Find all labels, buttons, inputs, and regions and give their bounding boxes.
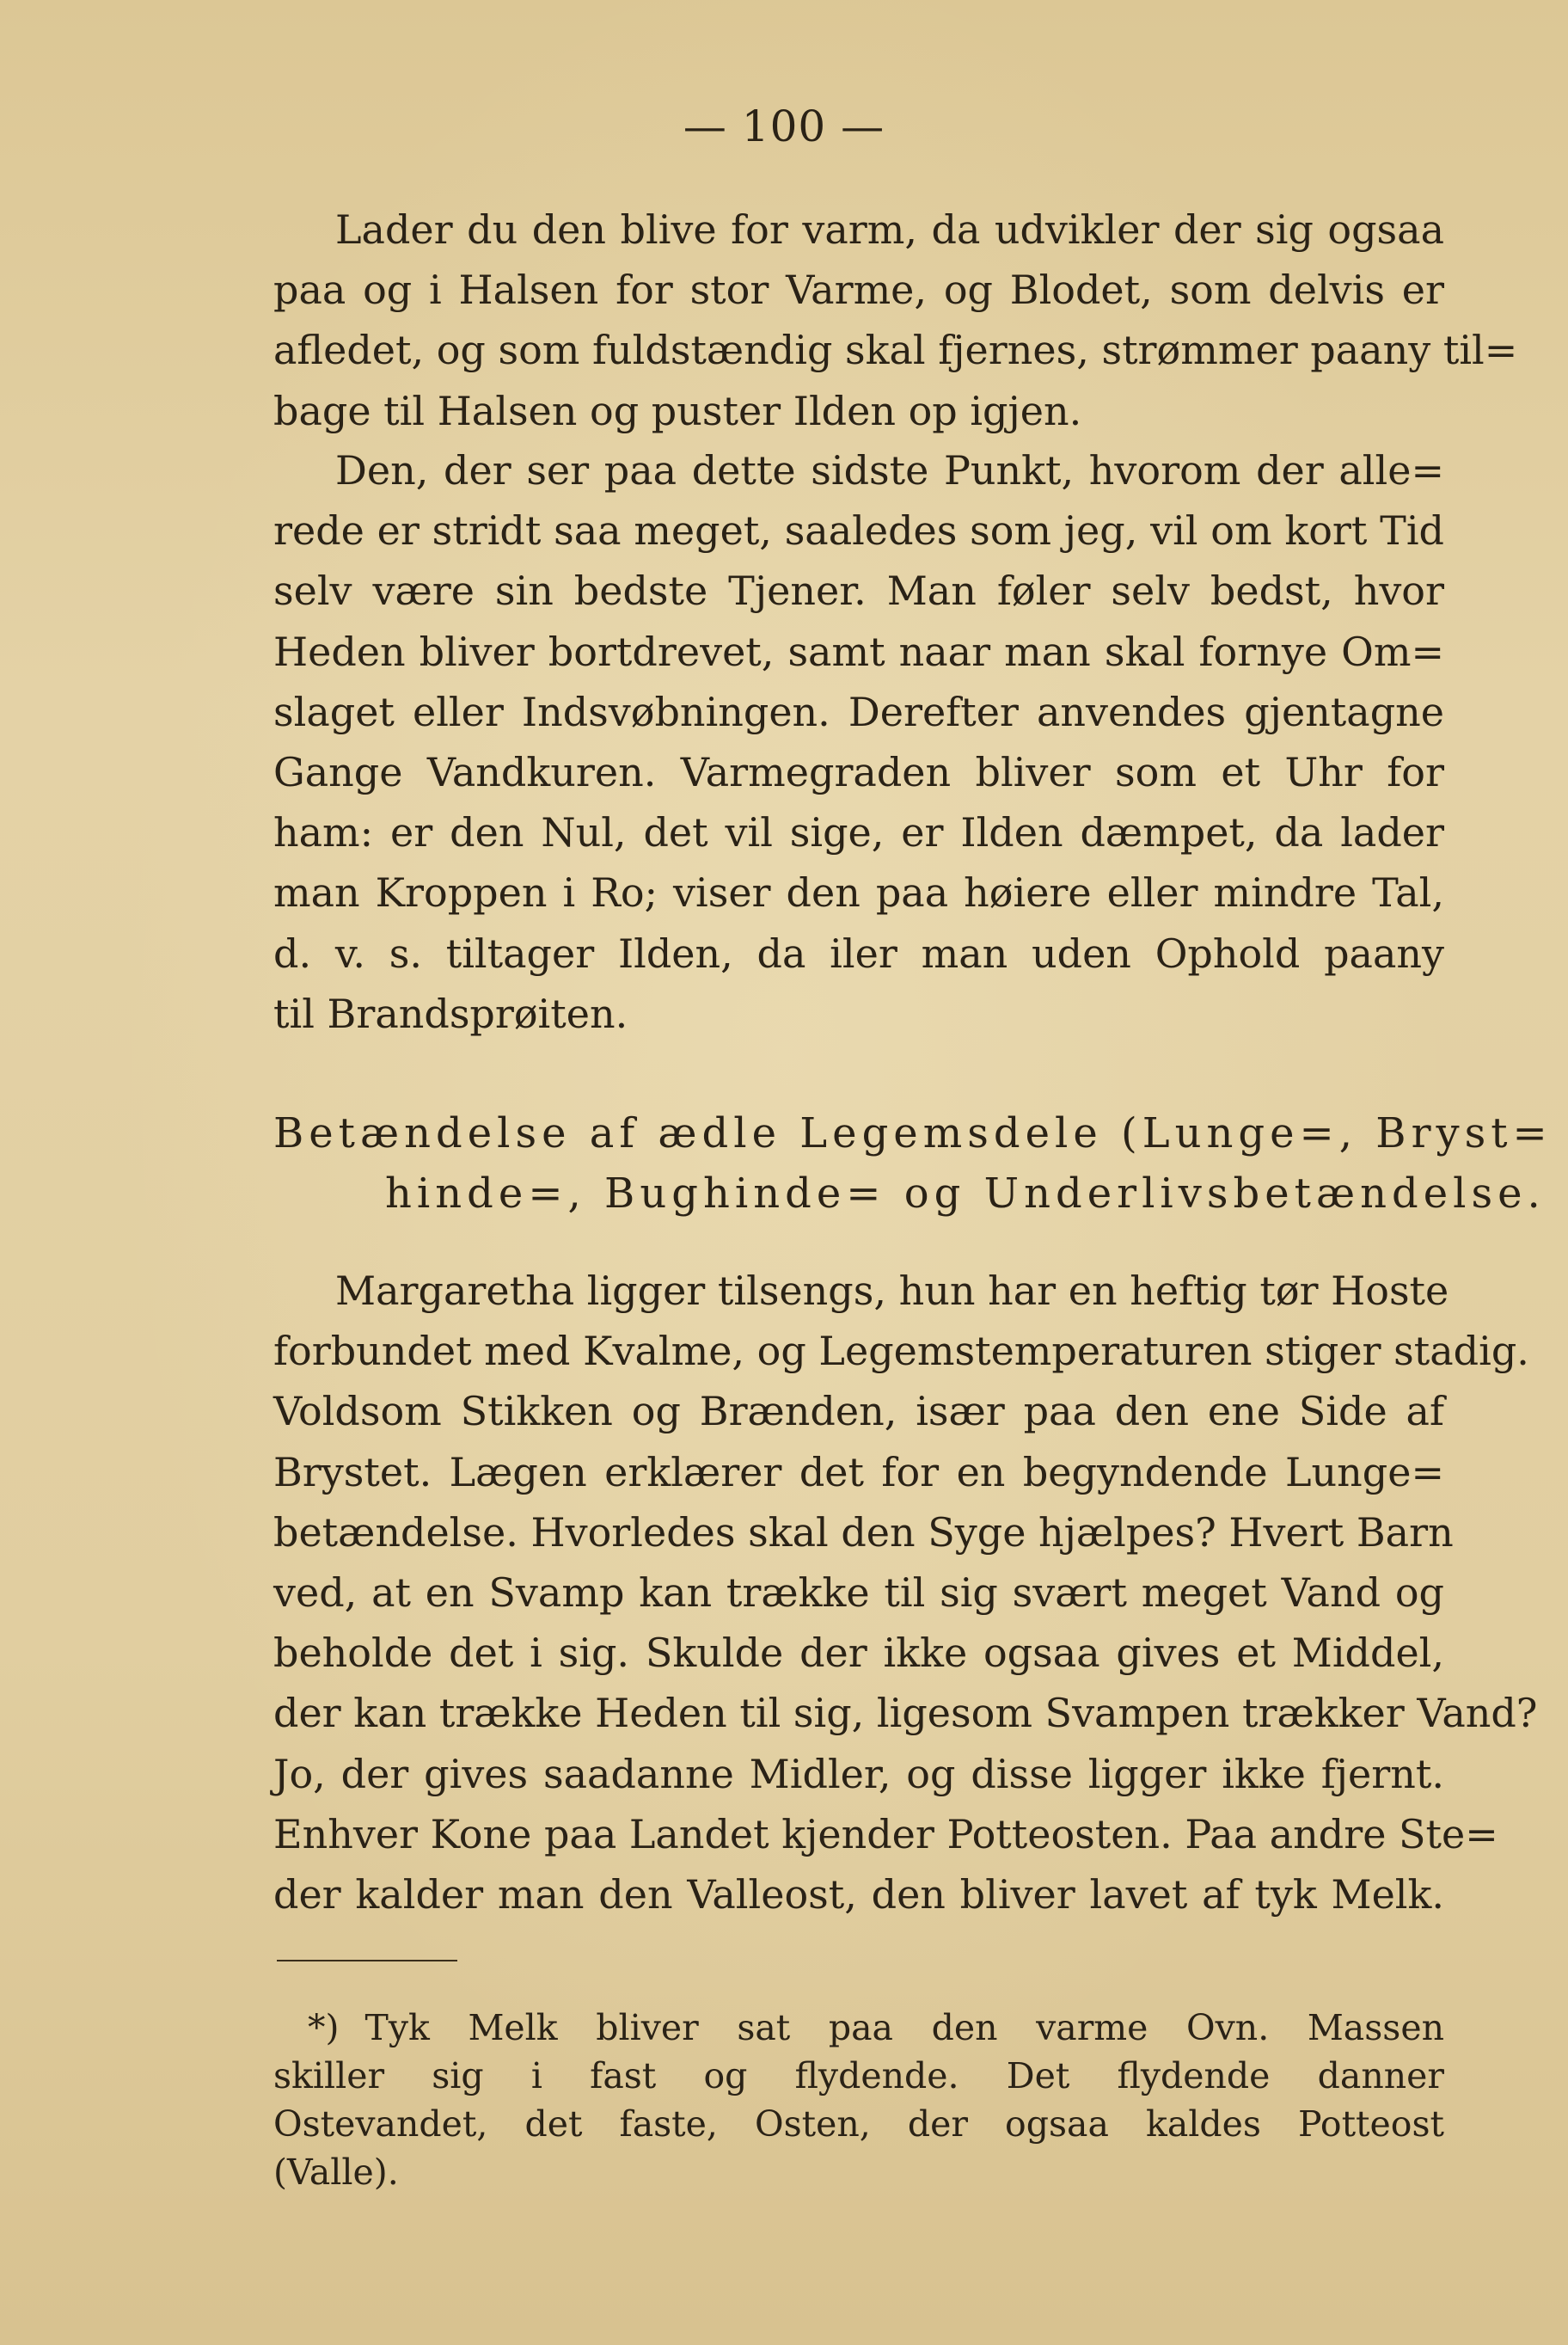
text-line: Jo, der gives saadanne Midler, og disse ligger ikke fjernt. [273, 1750, 1444, 1797]
page-number: — 100 — [683, 101, 885, 151]
text-line: paa og i Halsen for stor Varme, og Blodet, som delvis er [273, 267, 1444, 314]
text-line: Den, der ser paa dette sidste Punkt, hvorom der alle= [335, 447, 1444, 494]
text-line: betændelse. Hvorledes skal den Syge hjælpes? Hvert Barn [273, 1508, 1454, 1556]
text-line: ved, at en Svamp kan trække til sig svært meget Vand og [273, 1569, 1444, 1617]
text-line: til Brandsprøiten. [273, 990, 628, 1037]
footnote-line: skiller sig i fast og flydende. Det flydende danner [273, 2055, 1444, 2096]
text-line: slaget eller Indsvøbningen. Derefter anvendes gjentagne [273, 688, 1444, 735]
footnote-divider [277, 1960, 457, 1961]
text-line: Margaretha ligger tilsengs, hun har en heftig tør Hoste [335, 1268, 1449, 1314]
paragraph-1 [273, 200, 1518, 441]
footnote [273, 2004, 1444, 2196]
text-line: beholde det i sig. Skulde der ikke ogsaa gives et Middel, [273, 1630, 1444, 1677]
heading-line: Betændelse af ædle Legemsdele (Lunge=, Bryst= [273, 1109, 1553, 1157]
footnote-line: Ostevandet, det faste, Osten, der ogsaa kaldes Potteost [273, 2103, 1444, 2145]
paragraph-3 [273, 1261, 1538, 1924]
text-line: d. v. s. tiltager Ilden, da iler man uden Ophold paany [273, 930, 1444, 977]
text-line: Heden bliver bortdrevet, samt naar man skal fornye Om= [273, 628, 1444, 675]
text-line: man Kroppen i Ro; viser den paa høiere eller mindre Tal, [273, 869, 1444, 917]
text-line: der kan trække Heden til sig, ligesom Svampen trækker Vand? [273, 1690, 1538, 1737]
text-line: selv være sin bedste Tjener. Man føler selv bedst, hvor [273, 568, 1444, 615]
text-line: afledet, og som fuldstændig skal fjernes, strømmer paany til= [273, 327, 1518, 374]
heading-line: hinde=, Bughinde= og Underlivsbetændelse. [385, 1169, 1546, 1218]
paragraph-2 [273, 440, 1444, 1044]
text-line: ham: er den Nul, det vil sige, er Ilden dæmpet, da lader [273, 809, 1444, 856]
footnote-text: Tyk Melk bliver sat paa den varme Ovn. Massen [364, 2007, 1444, 2048]
footnote-marker: *) [308, 2007, 340, 2048]
text-line: der kalder man den Valleost, den bliver lavet af tyk Melk. [273, 1871, 1444, 1918]
text-line: Gange Vandkuren. Varmegraden bliver som et Uhr for [273, 749, 1444, 796]
footnote-line: (Valle). [273, 2152, 399, 2193]
text-line: Enhver Kone paa Landet kjender Potteosten. Paa andre Ste= [273, 1810, 1498, 1857]
section-heading [273, 1103, 1553, 1224]
text-line: forbundet med Kvalme, og Legemstemperaturen stiger stadig. [273, 1328, 1529, 1375]
text-line: rede er stridt saa meget, saaledes som jeg, vil om kort Tid [273, 507, 1444, 555]
text-line: Lader du den blive for varm, da udvikler der sig ogsaa [335, 206, 1444, 253]
footnote-line [273, 2004, 1444, 2052]
text-line: Voldsom Stikken og Brænden, især paa den ene Side af [273, 1388, 1444, 1435]
text-line: Brystet. Lægen erklærer det for en begyndende Lunge= [273, 1448, 1444, 1495]
text-line: bage til Halsen og puster Ilden op igjen. [273, 387, 1082, 434]
